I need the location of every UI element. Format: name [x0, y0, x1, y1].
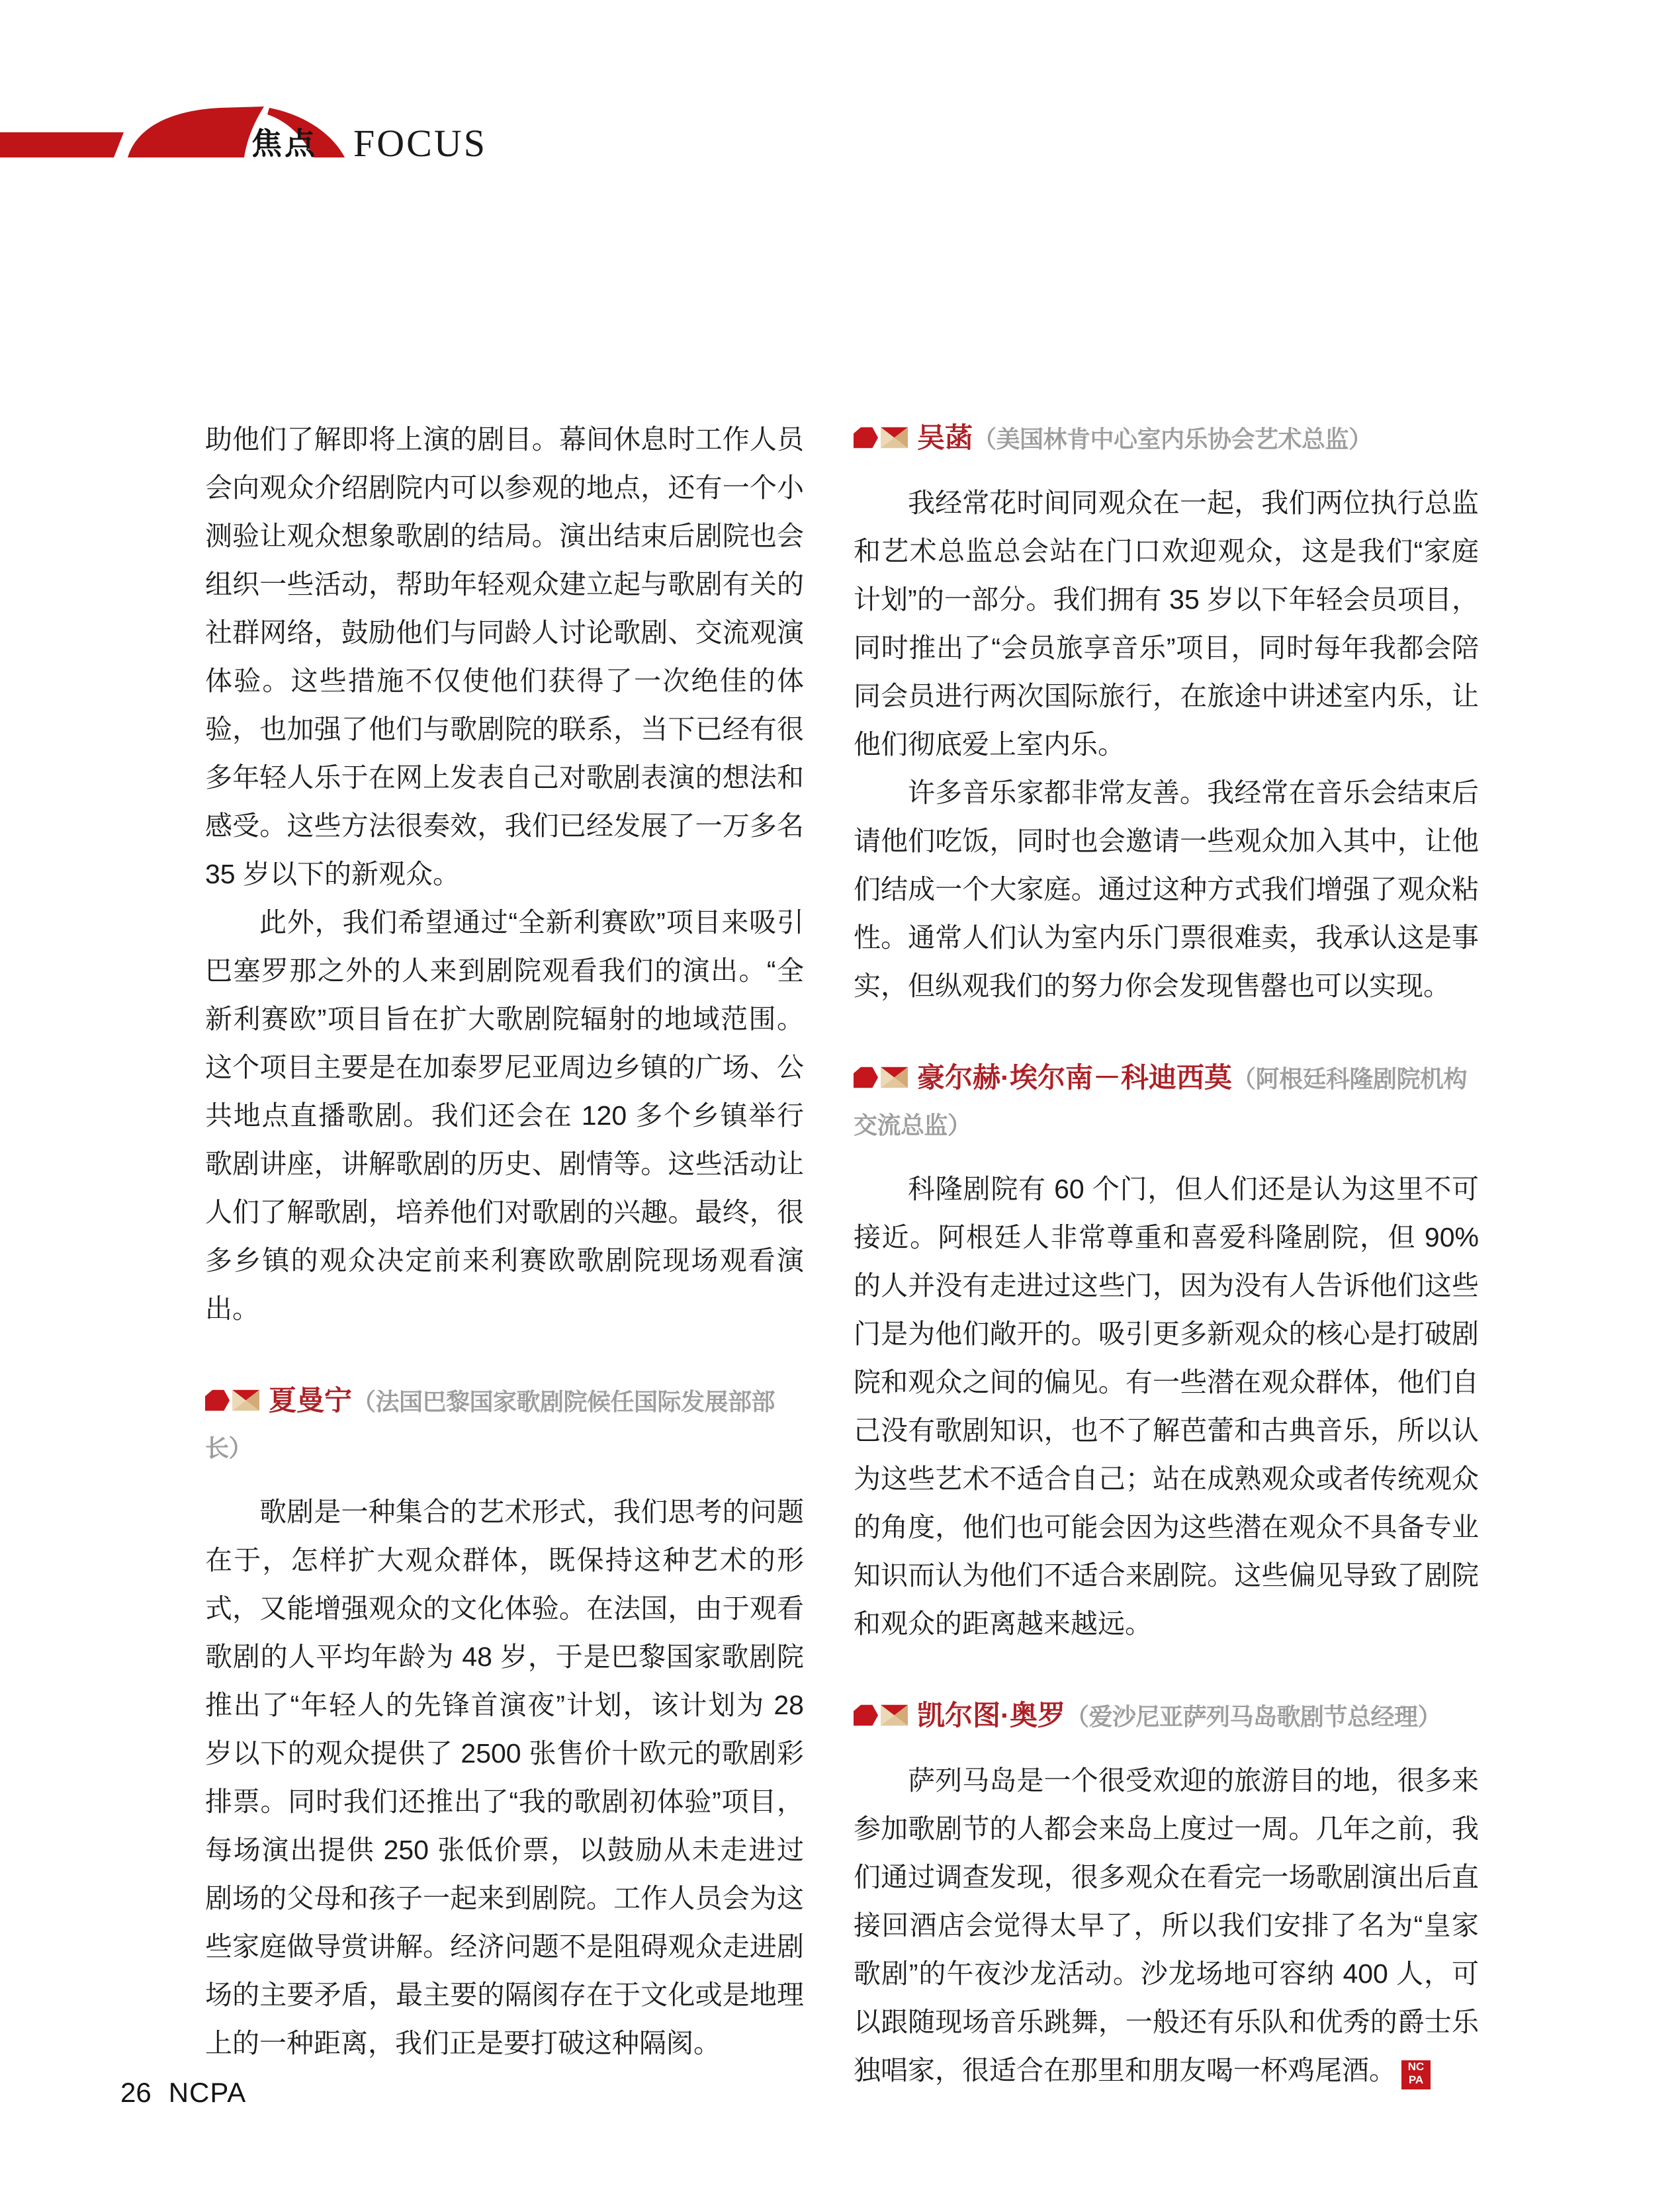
ncpa-end-mark-line1: NC [1407, 2060, 1425, 2073]
page-number: 26 [120, 2077, 152, 2108]
paragraph-text: 萨列马岛是一个很受欢迎的旅游目的地，很多来参加歌剧节的人都会来岛上度过一周。几年之前，我们通过调查发现，很多观众在看完一场歌剧演出后直接回酒店会觉得太早了，所以我们安排了名为“皇家歌剧”的午夜沙龙活动。沙龙场地可容纳 400 人，可以跟随现场音乐跳舞，一般还有乐队和优秀的爵士乐独唱家，很适合在那里和朋友喝一杯鸡尾酒。 [854, 1765, 1479, 2085]
paragraph-text: 助他们了解即将上演的剧目。幕间休息时工作人员会向观众介绍剧院内可以参观的地点，还有一个小测验让观众想象歌剧的结局。演出结束后剧院也会组织一些活动，帮助年轻观众建立起与歌剧有关的社群网络，鼓励他们与同龄人讨论歌剧、交流观演体验。这些措施不仅使他们获得了一次绝佳的体验，也加强了他们与歌剧院的联系，当下已经有很多年轻人乐于在网上发表自己对歌剧表演的想法和感受。这些方法很奏效，我们已经发展了一万多名 35 岁以下的新观众。 [205, 424, 804, 889]
ncpa-end-mark [1401, 2060, 1431, 2089]
speaker-name: 夏曼宁 [269, 1385, 353, 1416]
speaker-heading [854, 1055, 1479, 1148]
speaker-logo-icon [854, 1067, 908, 1088]
page-footer [120, 2076, 246, 2109]
speaker-affiliation: （美国林肯中心室内乐协会艺术总监） [973, 425, 1372, 453]
speaker-name: 吴菡 [917, 422, 973, 453]
body-paragraph [205, 416, 804, 898]
body-paragraph [854, 479, 1479, 769]
body-paragraph [854, 1165, 1479, 1648]
speaker-affiliation: （法国巴黎国家歌剧院候任国际发展部部长） [205, 1388, 775, 1462]
speaker-heading [205, 1378, 804, 1471]
body-paragraph [205, 1488, 804, 2068]
ncpa-end-mark-line2: PA [1408, 2074, 1424, 2086]
speaker-affiliation: （阿根廷科隆剧院机构交流总监） [854, 1065, 1468, 1139]
speaker-logo-icon [205, 1389, 259, 1411]
right-column [854, 416, 1479, 2095]
paragraph-text: 此外，我们希望通过“全新利赛欧”项目来吸引巴塞罗那之外的人来到剧院观看我们的演出。“全新利赛欧”项目旨在扩大歌剧院辐射的地域范围。这个项目主要是在加泰罗尼亚周边乡镇的广场、公共地点直播歌剧。我们还会在 120 多个乡镇举行歌剧讲座，讲解歌剧的历史、剧情等。这些活动让人们了解歌剧，培养他们对歌剧的兴趣。最终，很多乡镇的观众决定前来利赛欧歌剧院现场观看演出。 [205, 907, 804, 1324]
speaker-name: 凯尔图·奥罗 [917, 1700, 1065, 1731]
speaker-name: 豪尔赫·埃尔南－科迪西莫 [917, 1062, 1232, 1093]
speaker-logo-icon [854, 427, 908, 449]
paragraph-text: 科隆剧院有 60 个门，但人们还是认为这里不可接近。阿根廷人非常尊重和喜爱科隆剧院，但 90% 的人并没有走进过这些门，因为没有人告诉他们这些门是为他们敞开的。吸引更多新观众的核心是打破剧院和观众之间的偏见。有一些潜在观众群体，他们自己没有歌剧知识，也不了解芭蕾和古典音乐，所以认为这些艺术不适合自己；站在成熟观众或者传统观众的角度，他们也可能会因为这些潜在观众不具备专业知识而认为他们不适合来剧院。这些偏见导致了剧院和观众的距离越来越远。 [854, 1174, 1479, 1639]
brand-ncpa: NCPA [168, 2077, 247, 2108]
section-title-english: FOCUS [353, 122, 487, 165]
speaker-heading [854, 1693, 1479, 1739]
body-paragraph [854, 1757, 1479, 2095]
body-paragraph [854, 769, 1479, 1010]
section-title-chinese: 焦点 [251, 126, 318, 161]
paragraph-text: 我经常花时间同观众在一起，我们两位执行总监和艺术总监总会站在门口欢迎观众，这是我们“家庭计划”的一部分。我们拥有 35 岁以下年轻会员项目，同时推出了“会员旅享音乐”项目，同时每年我都会陪同会员进行两次国际旅行，在旅途中讲述室内乐，让他们彻底爱上室内乐。 [854, 488, 1479, 760]
speaker-logo-icon [854, 1704, 908, 1726]
speaker-affiliation: （爱沙尼亚萨列马岛歌剧节总经理） [1065, 1703, 1442, 1730]
body-paragraph [205, 898, 804, 1333]
speaker-heading [854, 416, 1479, 462]
paragraph-text: 许多音乐家都非常友善。我经常在音乐会结束后请他们吃饭，同时也会邀请一些观众加入其中，让他们结成一个大家庭。通过这种方式我们增强了观众粘性。通常人们认为室内乐门票很难卖，我承认这是事实，但纵观我们的努力你会发现售罄也可以实现。 [854, 777, 1479, 1001]
paragraph-text: 歌剧是一种集合的艺术形式，我们思考的问题在于，怎样扩大观众群体，既保持这种艺术的形式，又能增强观众的文化体验。在法国，由于观看歌剧的人平均年龄为 48 岁，于是巴黎国家歌剧院推出了“年轻人的先锋首演夜”计划，该计划为 28 岁以下的观众提供了 2500 张售价十欧元的歌剧彩排票。同时我们还推出了“我的歌剧初体验”项目，每场演出提供 250 张低价票，以鼓励从未走进过剧场的父母和孩子一起来到剧院。工作人员会为这些家庭做导赏讲解。经济问题不是阻碍观众走进剧场的主要矛盾，最主要的隔阂存在于文化或是地理上的一种距离，我们正是要打破这种隔阂。 [205, 1497, 804, 2058]
left-column [205, 416, 804, 2068]
